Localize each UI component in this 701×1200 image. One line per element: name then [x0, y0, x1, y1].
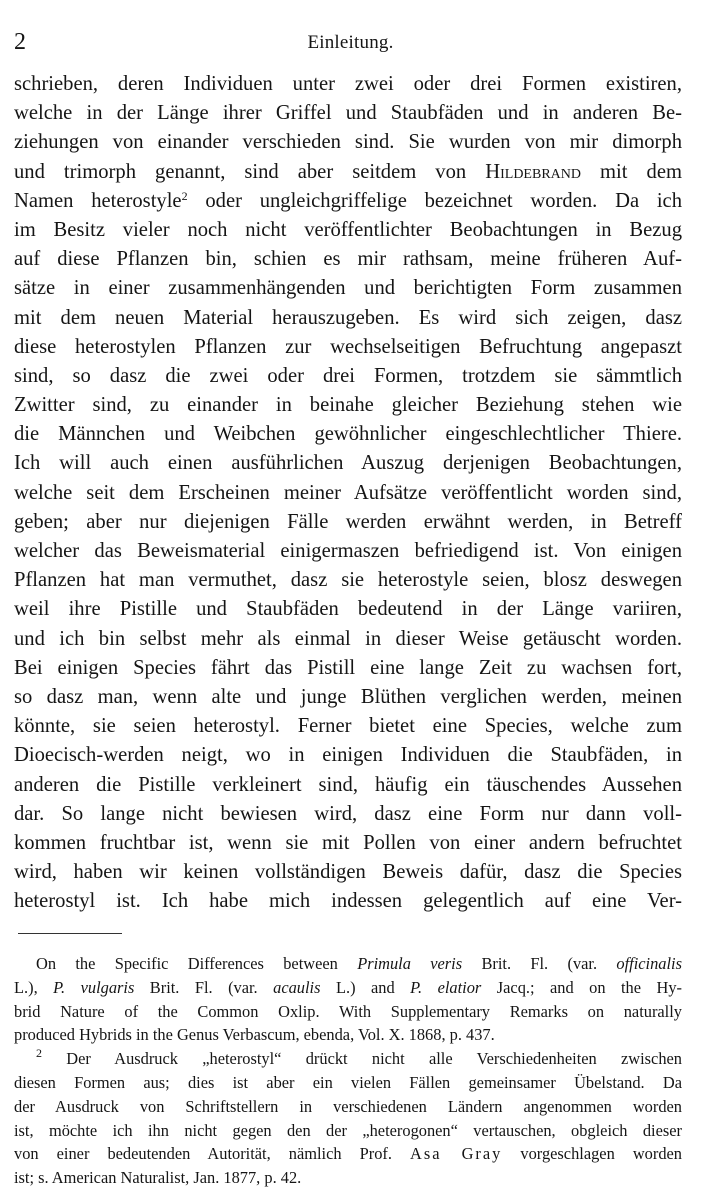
text-line: schrieben, deren Individuen unter zwei oder drei Formen existiren, — [14, 73, 682, 95]
footnote-line: ist; s. American Naturalist, Jan. 1877, p. 42. — [14, 1168, 302, 1188]
text-line: welche seit dem Erscheinen meiner Aufsätze veröffentlicht worden sind, — [14, 481, 682, 504]
page-header — [14, 28, 687, 58]
text-segment: und trimorph genannt, sind aber seitdem von — [14, 160, 467, 183]
species-name: acaulis — [273, 977, 321, 997]
species-name: P. elatior — [410, 977, 482, 997]
text-line: diese heterostylen Pflanzen zur wechselseitigen Befruchtung angepaszt — [14, 335, 682, 358]
text-line: im Besitz vieler noch nicht veröffentlichter Beobachtungen in Bezug — [14, 218, 682, 241]
author-name: Hildebrand — [485, 160, 581, 183]
text-line: Bei einigen Species fährt das Pistill eine lange Zeit zu wachsen fort, — [14, 656, 682, 679]
text-line: Ich will auch einen ausführlichen Auszug derjenigen Beobachtungen, — [14, 452, 682, 475]
text-line: ziehungen von einander verschieden sind. Sie wurden von mir dimorph — [14, 131, 682, 154]
text-line: Dioecisch-werden neigt, wo in einigen Individuen die Staubfäden, in — [14, 744, 682, 767]
footnote-ref: 2 — [181, 188, 188, 203]
main-text — [14, 70, 682, 916]
species-name: Primula veris — [357, 954, 463, 973]
footnote-line: der Ausdruck von Schriftstellern in verschiedenen Ländern angenommen worden — [14, 1096, 682, 1116]
text-line: mit dem neuen Material herauszugeben. Es wird sich zeigen, dasz — [14, 306, 682, 329]
footnote-line: brid Nature of the Common Oxlip. With Supplementary Remarks on naturally — [14, 1001, 682, 1021]
author-name: Asa Gray — [410, 1144, 503, 1164]
footnote-line — [14, 1047, 682, 1071]
footnote-line — [14, 952, 682, 976]
species-name: P. vulgaris — [53, 977, 135, 997]
text-line — [14, 158, 682, 187]
page-number: 2 — [14, 29, 26, 55]
footnote-divider — [18, 933, 122, 934]
text-line: und ich bin selbst mehr als einmal in dieser Weise getäuscht worden. — [14, 627, 682, 650]
text-line: anderen die Pistille verkleinert sind, häufig ein täuschendes Aussehen — [14, 773, 682, 796]
text-line: sind, so dasz die zwei oder drei Formen, trotzdem sie sämmtlich — [14, 364, 682, 387]
text-segment: L.), — [14, 977, 38, 997]
text-line: Pflanzen hat man vermuthet, dasz sie heterostyle seien, blosz deswegen — [14, 569, 682, 592]
text-segment: mit dem — [600, 160, 682, 183]
text-line: geben; aber nur diejenigen Fälle werden erwähnt werden, in Betreff — [14, 510, 682, 533]
text-segment: Brit. Fl. (var. — [481, 954, 598, 973]
footnote-line — [14, 976, 682, 1000]
text-segment: oder ungleichgriffelige bezeichnet worden. Da ich — [205, 189, 682, 212]
text-line — [14, 187, 682, 216]
footnote-line: produced Hybrids in the Genus Verbascum, ebenda, Vol. X. 1868, p. 437. — [14, 1025, 495, 1045]
footnote-line: ist, möchte ich ihn nicht gegen den der „heterogonen“ vertauschen, obgleich dieser — [14, 1120, 682, 1140]
text-line: welcher das Beweismaterial einigermaszen befriedigend ist. Von einigen — [14, 540, 682, 562]
species-name: officinalis — [616, 954, 682, 973]
text-line: auf diese Pflanzen bin, schien es mir rathsam, meine früheren Auf- — [14, 248, 682, 271]
running-title: Einleitung. — [307, 32, 394, 53]
text-segment: Der Ausdruck „heterostyl“ drückt nicht alle Verschiedenheiten zwischen — [66, 1049, 682, 1069]
text-segment: Namen heterostyle — [14, 189, 182, 212]
footnote-line: diesen Formen aus; dies ist aber ein vielen Fällen gemeinsamer Übelstand. Da — [14, 1072, 682, 1092]
footnote-line — [14, 1142, 682, 1166]
text-line: Zwitter sind, zu einander in beinahe gleicher Beziehung stehen wie — [14, 394, 682, 417]
text-line: könnte, sie seien heterostyl. Ferner bietet eine Species, welche zum — [14, 715, 682, 738]
footnote-marker: 2 — [36, 1046, 42, 1061]
text-segment: von einer bedeutenden Autorität, nämlich Prof. — [14, 1144, 392, 1164]
text-segment: On the Specific Differences between — [36, 954, 338, 973]
text-line: heterostyl ist. Ich habe mich indessen gelegentlich auf eine Ver- — [14, 890, 682, 913]
text-segment: Jacq.; and on the Hy- — [496, 977, 682, 997]
text-line: kommen fruchtbar ist, wenn sie mit Pollen von einer andern befruchtet — [14, 831, 682, 854]
text-line: wird, haben wir keinen vollständigen Beweis dafür, dasz die Species — [14, 861, 682, 884]
text-line: die Männchen und Weibchen gewöhnlicher eingeschlechtlicher Thiere. — [14, 423, 682, 446]
text-segment: vorgeschlagen worden — [520, 1144, 682, 1164]
footnotes — [14, 952, 682, 1190]
text-segment: Brit. Fl. (var. — [149, 977, 258, 997]
text-line: dar. So lange nicht bewiesen wird, dasz eine Form nur dann voll- — [14, 802, 682, 825]
text-line: welche in der Länge ihrer Griffel und Staubfäden und in anderen Be- — [14, 102, 682, 125]
text-segment: L.) and — [335, 977, 395, 997]
text-line: sätze in einer zusammenhängenden und berichtigten Form zusammen — [14, 277, 682, 300]
text-line: weil ihre Pistille und Staubfäden bedeutend in der Länge variiren, — [14, 598, 682, 621]
text-line: so dasz man, wenn alte und junge Blüthen verglichen werden, meinen — [14, 685, 682, 708]
